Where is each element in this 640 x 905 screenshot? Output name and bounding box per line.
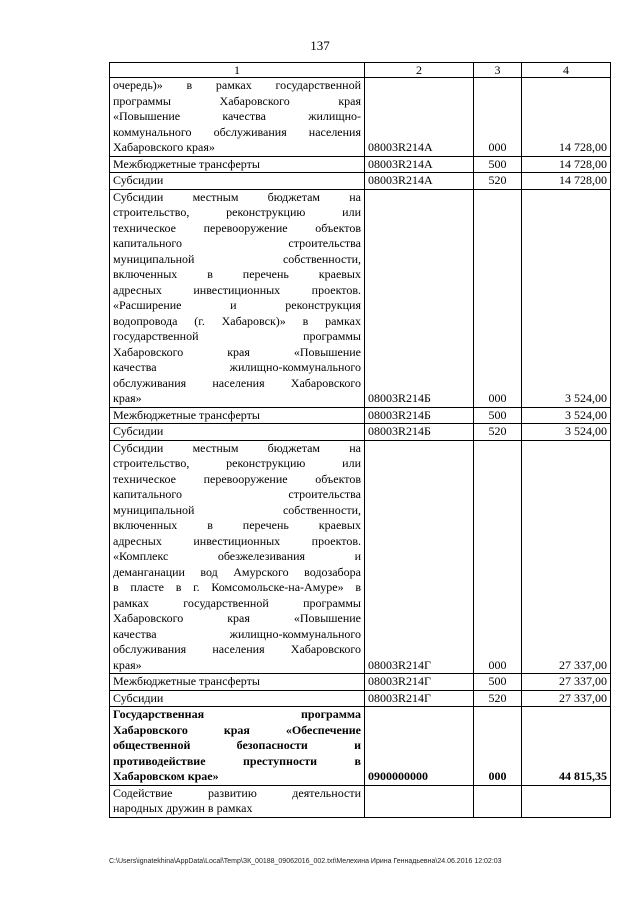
column-header-3: 3	[474, 63, 522, 78]
table-row	[110, 674, 611, 691]
row-name-line: «Повышение качества жилищно-	[113, 109, 361, 123]
row-name-line: программы Хабаровского края	[113, 93, 361, 108]
row-code: 08003R214Г	[365, 690, 474, 707]
row-name-line: «Комплекс обезжелезивания и	[113, 549, 361, 563]
row-vr: 520	[474, 173, 522, 190]
row-name-line: адресных инвестиционных проектов.	[113, 282, 361, 297]
row-name-line: строительство, реконструкцию или	[113, 205, 361, 219]
row-name-line: Субсидии	[113, 424, 164, 438]
row-name-line: Хабаровского края»	[113, 140, 215, 154]
row-sum: 27 337,00	[522, 674, 611, 691]
row-code: 08003R214Б	[365, 407, 474, 424]
table-row	[110, 173, 611, 190]
row-sum: 3 524,00	[522, 189, 611, 407]
row-name-line: Субсидии местным бюджетам на	[113, 440, 361, 455]
row-name-line: техническое перевооружение объектов	[113, 220, 361, 235]
table-row	[110, 407, 611, 424]
row-name-line: капитального строительства	[113, 236, 361, 250]
row-name-line: Содействие развитию деятельности	[113, 785, 361, 800]
budget-table	[109, 62, 611, 818]
row-name	[110, 189, 365, 407]
row-name	[110, 424, 365, 441]
row-sum: 3 524,00	[522, 407, 611, 424]
row-vr: 500	[474, 674, 522, 691]
row-sum: 14 728,00	[522, 173, 611, 190]
row-name-line: в пласте в г. Комсомольске-на-Амуре» в	[113, 580, 361, 594]
row-code: 08003R214А	[365, 173, 474, 190]
row-name-line: Межбюджетные трансферты	[113, 407, 260, 422]
row-name-line: строительство, реконструкцию или	[113, 456, 361, 470]
row-code: 08003R214А	[365, 156, 474, 173]
row-name-line: муниципальной собственности,	[113, 251, 361, 266]
row-name-line: качества жилищно-коммунального	[113, 626, 361, 641]
row-name-line: «Расширение и реконструкция	[113, 298, 361, 312]
row-sum: 44 815,35	[522, 707, 611, 786]
row-vr: 000	[474, 440, 522, 674]
column-header-4: 4	[522, 63, 611, 78]
row-code: 08003R214А	[365, 78, 474, 157]
row-name	[110, 407, 365, 424]
row-name-line: адресных инвестиционных проектов.	[113, 533, 361, 548]
page-number: 137	[310, 38, 330, 53]
row-sum: 14 728,00	[522, 156, 611, 173]
row-vr: 500	[474, 156, 522, 173]
row-name-line: государственной программы	[113, 329, 361, 343]
row-name-line: качества жилищно-коммунального	[113, 360, 361, 374]
row-vr: 500	[474, 407, 522, 424]
row-vr: 520	[474, 690, 522, 707]
row-name-line: рамках государственной программы	[113, 595, 361, 610]
row-code: 08003R214Б	[365, 189, 474, 407]
row-code: 08003R214Б	[365, 424, 474, 441]
row-name	[110, 78, 365, 157]
table-row	[110, 707, 611, 786]
row-name	[110, 785, 365, 817]
table-row	[110, 78, 611, 157]
row-name-line: Субсидии местным бюджетам на	[113, 189, 361, 204]
row-name	[110, 156, 365, 173]
row-sum: 27 337,00	[522, 440, 611, 674]
row-name-line: включенных в перечень краевых	[113, 267, 361, 281]
table-row	[110, 440, 611, 674]
row-name	[110, 674, 365, 691]
row-vr: 520	[474, 424, 522, 441]
file-path-footer: C:\Users\ignatekhina\AppData\Local\Temp\ЗК_00188_09062016_002.txt\Мелехина Ирина Геннадьевна\24.06.2016 12:02:03	[109, 858, 502, 865]
row-name-line: муниципальной собственности,	[113, 502, 361, 517]
row-vr: 000	[474, 189, 522, 407]
row-name-line: включенных в перечень краевых	[113, 518, 361, 532]
row-vr	[474, 785, 522, 817]
row-name-line: обслуживания населения Хабаровского	[113, 642, 361, 656]
row-name-line: Государственная программа	[113, 707, 361, 721]
column-header-2: 2	[365, 63, 474, 78]
row-name-line: края»	[113, 391, 142, 405]
row-name-line: противодействие преступности в	[113, 753, 361, 768]
row-name-line: Хабаровского края «Повышение	[113, 344, 361, 359]
row-name-line: края»	[113, 657, 142, 672]
row-name-line: Субсидии	[113, 173, 164, 187]
row-vr: 000	[474, 707, 522, 786]
row-code: 0900000000	[365, 707, 474, 786]
row-name-line: Субсидии	[113, 690, 164, 705]
row-name-line: водопровода (г. Хабаровск)» в рамках	[113, 313, 361, 328]
row-name-line: Хабаровском крае»	[113, 769, 219, 783]
row-name-line: обслуживания населения Хабаровского	[113, 375, 361, 390]
row-name-line: Хабаровского края «Обеспечение	[113, 722, 361, 737]
table-row	[110, 424, 611, 441]
table-row	[110, 690, 611, 707]
table-row	[110, 156, 611, 173]
row-code	[365, 785, 474, 817]
table-row	[110, 785, 611, 817]
row-name-line: очередь)» в рамках государственной	[113, 78, 361, 92]
row-name-line: техническое перевооружение объектов	[113, 471, 361, 486]
row-name-line: общественной безопасности и	[113, 738, 361, 752]
row-name-line: Хабаровского края «Повышение	[113, 611, 361, 625]
row-sum: 14 728,00	[522, 78, 611, 157]
table-header-row	[110, 63, 611, 78]
row-name-line: Межбюджетные трансферты	[113, 674, 260, 688]
column-header-1: 1	[110, 63, 365, 78]
row-sum: 3 524,00	[522, 424, 611, 441]
row-code: 08003R214Г	[365, 440, 474, 674]
row-vr: 000	[474, 78, 522, 157]
row-sum	[522, 785, 611, 817]
row-name-line: капитального строительства	[113, 487, 361, 501]
row-name	[110, 690, 365, 707]
row-name-line: народных дружин в рамках	[113, 801, 253, 815]
row-name	[110, 707, 365, 786]
row-name	[110, 440, 365, 674]
row-code: 08003R214Г	[365, 674, 474, 691]
row-name-line: коммунального обслуживания населения	[113, 124, 361, 139]
row-sum: 27 337,00	[522, 690, 611, 707]
table-row	[110, 189, 611, 407]
row-name	[110, 173, 365, 190]
row-name-line: Межбюджетные трансферты	[113, 156, 260, 171]
row-name-line: деманганации вод Амурского водозабора	[113, 564, 361, 579]
